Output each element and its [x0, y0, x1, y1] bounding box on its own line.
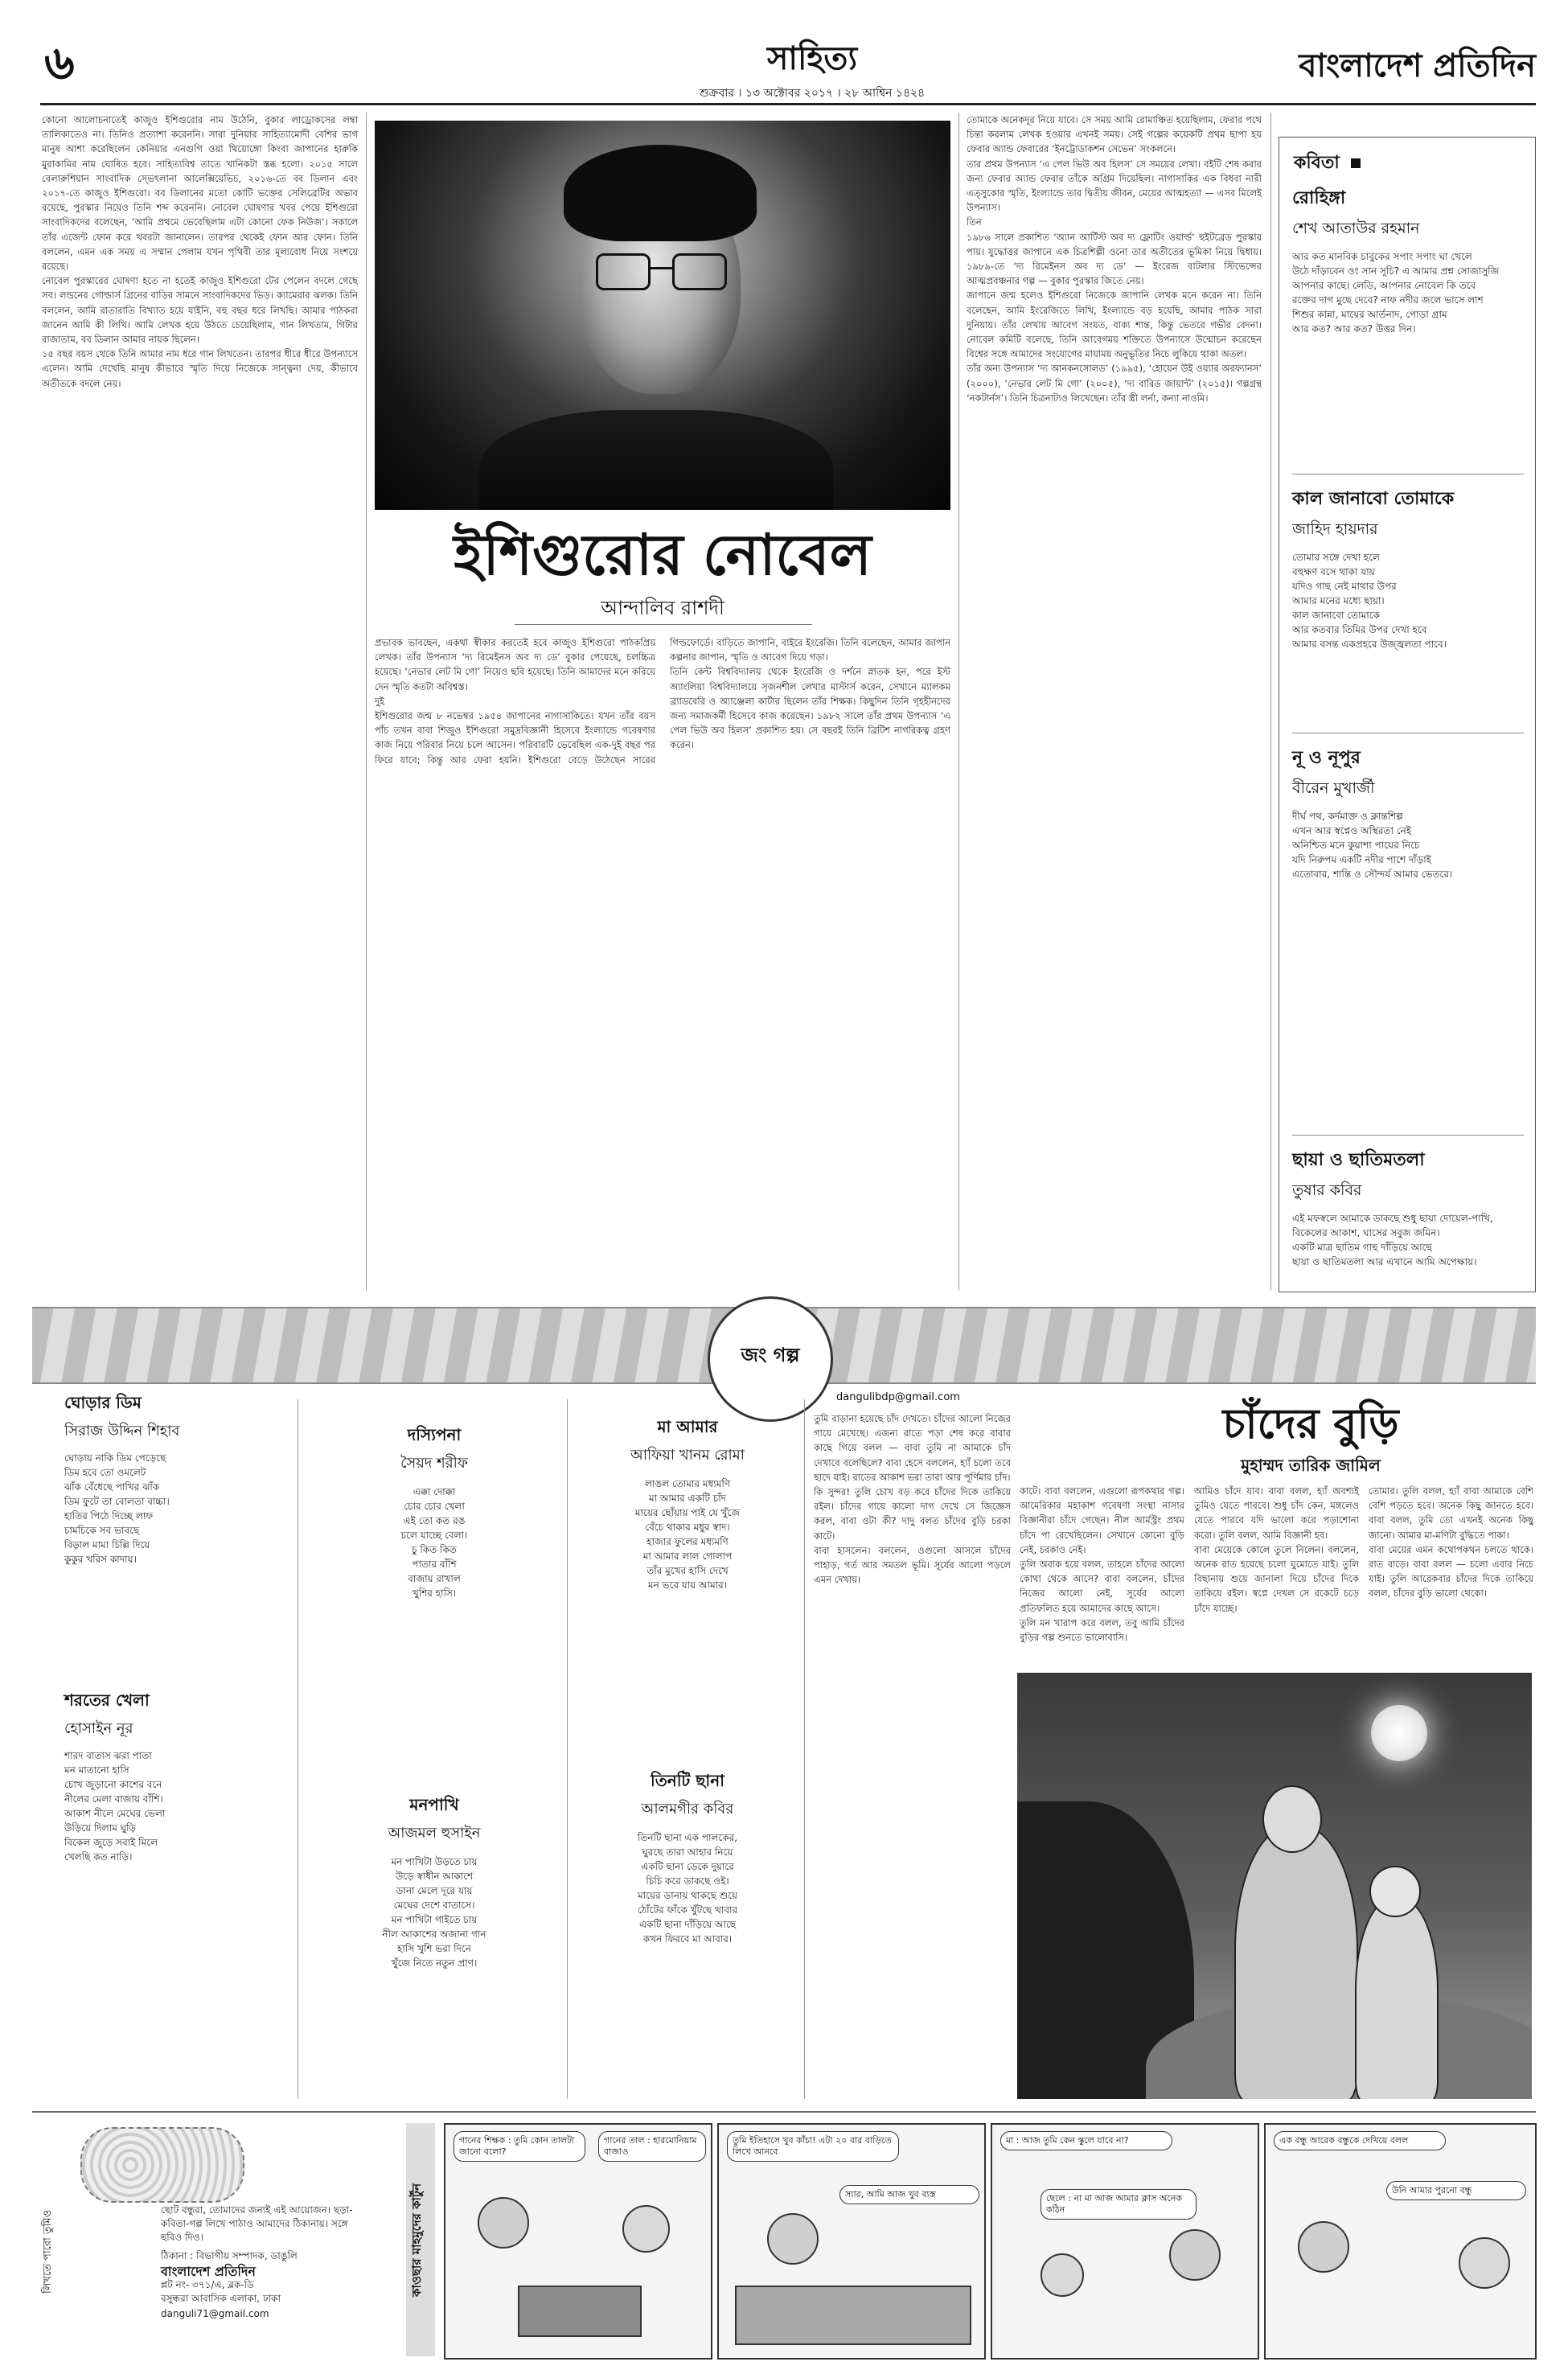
child-head — [1369, 1866, 1421, 1917]
poem-title: ঘোড়ার ডিম — [64, 1393, 142, 1412]
speech-bubble: মা : আজ তুমি কেন স্কুলে যাবে না? — [1000, 2131, 1172, 2150]
story-author: মুহাম্মদ তারিক জামিল — [1241, 1456, 1381, 1475]
comic-panel-2 — [717, 2123, 986, 2360]
story-title: চাঁদের বুড়ি — [1222, 1399, 1399, 1448]
poem-body: শারদ বাতাস ঝরা পাতা মন মাতানো হাসি চোখ জুড়ানো কাশের বনে নীলের মেলা বাজায় বাঁশি। আকাশ নীলে মেঘের ভেলা উড়িয়ে দিলাম ঘুড়ি বিকেল জুড়ে সবাই মিলে খেলছি কত নাড়ি। — [64, 1750, 166, 1863]
comic-side-label: কাওছার মাহমুদের কার্টুন — [406, 2123, 435, 2356]
speech-bubble: গানের শিক্ষক : তুমি কোন তালটা জানো বলো? — [454, 2131, 585, 2162]
father-figure — [1234, 1826, 1358, 2099]
masthead-rule — [40, 103, 1536, 105]
poem-body: এই মফস্বলে আমাকে ডাকছে শুধু ছায়া দোয়েল-পাখি, বিকেলের আকাশ, ঘাসের সবুজ জমিন। একটি মাত্র ছাতিম গাছ দাঁড়িয়ে আছে ছায়া ও ছাতিমতলা আর এখানে আমি অপেক্ষায়। — [1292, 1213, 1493, 1267]
contact-box — [40, 2119, 362, 2360]
harmonium — [518, 2286, 642, 2337]
headline-rule — [515, 624, 812, 625]
portrait-glasses-left — [596, 253, 651, 290]
portrait-hair — [564, 145, 757, 241]
poem-title: ছায়া ও ছাতিমতলা — [1292, 1149, 1425, 1170]
feature-col-1: কোনো আলোচনাতেই কাজুও ইশিগুরোর নাম উঠেনি, বুকার লাড্রোকসের লম্বা তালিকাতেও না। তিনিও প্রত্যাশা করেননি। সারা দুনিয়ার সাহিত্যামোদী বেশির ভাগ মানুষ আশা করেছিলেন কেনিয়ার এনগুগি ওয়া থিয়োঙ্গো কিংবা জাপানের হারুকি মুরাকামির নাম ঘোষিত হবে। সাহিত্যবিশ্ব তাতে খানিকটা স্তব্ধ হলো। ২০১৫ সালে বেলারুশিয়ান সাংবাদিক স্ভেৎলানা আলেক্সিয়েভিচ, ২০১৬-তে বব ডিলান এবং ২০১৭-তে কাজুও ইশিগুরো। বব ডিলানের মতো কোটি ভক্তের সেলিব্রেটির অভাব রয়েছে, পুরস্কার নিয়েও তিনি শব্দ করেননি। নোবেল ঘোষণার খবর পেয়ে ইশিগুরো সাংবাদিকদের বলেছেন, ‘আমি প্রথমে ভেবেছিলাম এটা কোনো ফেক নিউজ’। সকালে তাঁর এজেন্ট ফোন করে খবরটা জানালেন। তারপর থেকেই ফোন আর ফোন। তিনি বললেন, এমন এক সময় এ সম্মান পেলাম যখন পৃথিবী তার মূল্যবোধ নিয়ে সংশয়ে রয়েছে। নোবেল পুরস্কারের ঘোষণা হতে না হতেই কাজুও ইশিগুরো টের পেলেন বদলে গেছে সব। লন্ডনের গোল্ডার্স গ্রিনের বাড়ির সামনে সাংবাদিকদের ভিড়। ক্যামেরার ঝলক। তিনি বললেন, আমি রাতারাতি বিখ্যাত হয়ে যাইনি, বহু বছর ধরে লিখছি। আমার পাঠকরা জানেন আমি কী লিখি। আমি লেখক হয়ে উঠতে চেয়েছিলাম, গান লিখতাম, গিটার বাজাতাম, বব ডিলান আমার নায়ক ছিলেন। ১৫ বছর বয়স থেকে তিনি আমার নাম ধরে গান লিখতেন। তারপর ধীরে ধীরে উপন্যাসে এলেন। আমি দেখেছি মানুষ কীভাবে স্মৃতি দিয়ে নিজেকে সান্ত্বনা দেয়, কীভাবে অতীতকে বদলে নেয়। — [42, 114, 358, 389]
poem-author: সৈয়দ শরীফ — [400, 1455, 468, 1472]
kids-poem — [314, 1793, 555, 1970]
kids-poem — [579, 1769, 796, 1946]
poem-block — [1292, 184, 1524, 491]
poem-author: বীরেন মুখার্জী — [1292, 779, 1375, 797]
poem-author: জাহিদ হায়দার — [1292, 520, 1378, 538]
column-divider — [366, 113, 367, 1291]
poem-title: রোহিঙ্গা — [1292, 187, 1346, 208]
story-col-1: তুমি বাড়ানা হয়েছে চাঁদ দেখতে। চাঁদের আলো নিজের গায়ে মেখেছে। এজন্য রাতে পড়া শেষ করে বাবার কাছে গিয়ে বলল — বাবা তুমি না আমাকে চাঁদ দেখাবে বলেছিলে? বাবা হেসে বললেন, হ্যাঁ চলো তবে ছাদে যাই। রাতের আকাশ ভরা তারা আর পূর্ণিমার চাঁদ। কি সুন্দর! তুলি চোখ বড় করে চাঁদের দিকে তাকিয়ে রইল। চাঁদের গায়ে কালো দাগ দেখে সে জিজ্ঞেস করল, বাবা ওটা কী? দাদু বলত চাঁদের বুড়ি চরকা কাটে। বাবা হাসলেন। বললেন, ওগুলো আসলে চাঁদের পাহাড়, গর্ত আর সমতল ভূমি। সূর্যের আলো পড়লে এমন দেখায়। — [814, 1413, 1011, 1586]
teacher-head — [767, 2213, 819, 2265]
poem-title: মনপাখি — [409, 1795, 459, 1814]
feature-col-2: প্রভাবক ভাবছেন, একথা স্বীকার করতেই হবে কাজুও ইশিগুরো পাঠকপ্রিয় লেখক। তাঁর উপন্যাস ‘দ্য রিমেইনস অব দ্য ডে’ বুকার পেয়েছে, চলচ্চিত্র হয়েছে। ‘নেভার লেট মি গো’ নিয়েও ছবি হয়েছে। তিনি আমাদের মনে করিয়ে দেন স্মৃতি কতটা অবিশ্বস্ত। দুই ইশিগুরোর জন্ম ৮ নভেম্বর ১৯৫৪ জাপানের নাগাসাকিতে। যখন তাঁর বয়স পাঁচ তখন বাবা শিজুও ইশিগুরো সমুদ্রবিজ্ঞানী হিসেবে ইংল্যান্ডে গবেষণার কাজ নিয়ে পরিবার নিয়ে চলে আসেন। পরিবারটি ভেবেছিল এক-দুই বছর পর ফিরে যাবে; কিন্তু আর ফেরা হয়নি। ইশিগুরো বেড়ে উঠেছেন সারের গিল্ডফোর্ডে। বাড়িতে জাপানি, বাইরে ইংরেজি। তিনি বলেছেন, আমার জাপান কল্পনার জাপান, স্মৃতি ও আবেগ দিয়ে গড়া। তিনি কেন্ট বিশ্ববিদ্যালয় থেকে ইংরেজি ও দর্শনে স্নাতক হন, পরে ইস্ট অ্যাংলিয়া বিশ্ববিদ্যালয়ে সৃজনশীল লেখার মাস্টার্স করেন, সেখানে ম্যালকম ব্র্যাডবেরি ও অ্যাঞ্জেলা কার্টার ছিলেন তাঁর শিক্ষক। কিছুদিন তিনি গৃহহীনদের জন্য সমাজকর্মী হিসেবে কাজ করেছেন। ১৯৮২ সালে তাঁর প্রথম উপন্যাস ‘এ পেল ভিউ অব হিলস’ প্রকাশিত হয়। সে বছরই তিনি ব্রিটিশ নাগরিকত্ব গ্রহণ করেন। — [375, 637, 950, 766]
kids-poem — [579, 1415, 796, 1592]
poem-block — [1292, 1146, 1524, 1308]
contact-line: বসুন্ধরা আবাসিক এলাকা, ঢাকা — [161, 2293, 281, 2304]
poem-divider — [1292, 1135, 1524, 1136]
speech-bubble: গানের তাল : হারমোনিয়াম বাজাও — [598, 2131, 706, 2162]
father-head — [1262, 1785, 1322, 1853]
kids-doodle — [80, 2127, 244, 2203]
poem-body: তিনটি ছানা এক পালকের, ঘুরছে তারা আহার নিয়ে একটি ছানা ডেকে দুয়ারে চিচি করে ডাকছে ওই। মায়ের ডানায় থাকছে শুয়ে ঠোঁটের ফাঁকে খুঁটছে খাবার একটি ছানা দাঁড়িয়ে আছে কখন ফিরবে মা আবার। — [637, 1832, 738, 1945]
speech-bubble: ছেলে : না মা আজ আমার ক্লাস অনেক কঠিন — [1041, 2189, 1197, 2220]
poem-body: মন পাখিটা উড়তে চায় উড়ে স্বাধীন আকাশে ডানা মেলে দূরে যায় মেঘের দেশে বাতাসে। মন পাখিটা গাইতে চায় নীল আকাশের অজানা গান হাসি খুশি ভরা দিনে খুঁজে নিতে নতুন প্রাণ। — [382, 1856, 486, 1969]
bottom-strip-rule — [32, 2111, 1536, 2113]
paper-name: বাংলাদেশ প্রতিদিন — [1299, 47, 1536, 84]
poem-author: তুষার কবির — [1292, 1181, 1362, 1199]
child-figure — [1355, 1898, 1439, 2099]
kobita-label-text: কবিতা — [1294, 152, 1340, 173]
contact-side-label: লিখতে পারো তুমিও — [42, 2209, 54, 2294]
column-divider — [567, 1399, 568, 2099]
comic-panel-1 — [444, 2123, 712, 2360]
feature-author: আন্দালিব রাশদী — [601, 597, 724, 619]
story-col-4: তোমার। তুলি বলল, হ্যাঁ বাবা আমাকে বেশি বেশি পড়তে হবে। অনেক কিছু জানতে হবে। বাবা বলল, তুমি তো এখনই অনেক কিছু জানো। আমার মা-মণিটা বুদ্ধিতে পাকা। বাবা মেয়ের এমন কথোপকথন চলতে থাকে। রাত বাড়ে। বাবা বলল — চলো এবার নিচে যাই। তুলি আরেকবার চাঁদের দিকে তাকিয়ে বলল, চাঁদের বুড়ি ভালো থেকো। — [1369, 1485, 1533, 1600]
portrait-glasses-right — [672, 253, 727, 290]
poem-block — [1292, 485, 1524, 751]
man-head — [1298, 2221, 1349, 2273]
poem-body: এক্কা দোক্কা চোর চোর খেলা এই তো কত রঙ চলে যাচ্ছে বেলা। চু কিত কিত পাতার বাঁশি বাজায় রাখাল খুশির হাসি। — [400, 1486, 468, 1599]
contact-line: ঠিকানা : বিভাগীয় সম্পাদক, ডাঙুলি — [161, 2250, 298, 2261]
kids-email: dangulibdp@gmail.com — [836, 1391, 960, 1403]
square-icon — [1351, 158, 1361, 168]
story-col-3: আমিও চাঁদে যাব। বাবা বলল, হ্যাঁ অবশ্যই তুমিও যেতে পারবে। শুধু চাঁদ কেন, মঙ্গলেও যেতে পারবে যদি ভালো করে পড়াশোনা করো। তুলি বলল, আমি বিজ্ঞানী হব। বাবা মেয়েকে কোলে তুলে নিলেন। বললেন, অনেক রাত হয়েছে চলো ঘুমোতে যাই। তুলি বিছানায় শুয়ে জানালা দিয়ে চাঁদের দিকে তাকিয়ে রইল। স্বপ্নে দেখল সে রকেটে চড়ে চাঁদে যাচ্ছে। — [1194, 1485, 1359, 1614]
story-illustration — [1017, 1673, 1532, 2099]
contact-line: ছোট বন্ধুরা, তোমাদের জন্যই এই আয়োজন। ছড়া-কবিতা-গল্প লিখে পাঠাও আমাদের ঠিকানায়। সঙ্গে ছবিও দিও। — [161, 2204, 353, 2243]
poem-title: তিনটি ছানা — [651, 1771, 724, 1790]
poem-body: লাঙল তোমার মধ্যমণি মা আমার একটি চাঁদ মায়ের ছোঁয়ায় পাই যে খুঁজে বেঁচে থাকার মধুর স্বাদ। হাজার ফুলের মধ্যমণি মা আমার লাল গোলাপ তাঁর মুখের হাসি দেখে মন ভরে যায় আমার। — [634, 1478, 741, 1591]
contact-line: প্লট নং- ৩৭১/এ, ব্লক-ডি — [161, 2279, 254, 2290]
poem-title: কাল জানাবো তোমাকে — [1292, 488, 1455, 509]
kids-banner-logo — [708, 1296, 833, 1422]
mother-head — [1169, 2229, 1221, 2281]
poem-body: আর কত মানবিক চাবুকের সপাং সপাং ঘা খেলে উঠে দাঁড়াবেন ওং সান সূচি? এ আমার প্রশ্ন সোজাসুজি আপনার কাছে। লেডি, আপনার নোবেল কি তবে রক্তের দাগ মুছে দেবে? নাফ নদীর জলে ভাসে লাশ শিশুর কান্না, মায়ের আর্তনাদ, পোড়া গ্রাম আর কত? আর কত? উত্তর দিন। — [1292, 251, 1500, 335]
kids-poem — [64, 1391, 273, 1567]
poem-author: আলমগীর কবির — [641, 1801, 734, 1817]
poem-title: মা আমার — [657, 1417, 718, 1436]
contact-text — [161, 2204, 358, 2321]
desk — [735, 2286, 971, 2345]
speech-bubble: তুমি ইতিহাসে খুব কাঁচা! এটা ২০ বার বাড়িতে লিখে আনবে — [727, 2131, 899, 2162]
column-divider — [958, 113, 959, 1291]
section-title: সাহিত্য — [766, 39, 858, 77]
poem-body: ঘোড়ায় নাকি ডিম পেড়েছে ডিম হবে তো ওমলেট ঝাঁক বেঁধেছে পাখির ঝাঁক ডিম ফুটে তা বোলতা বাচ্চা। হাতির পিঠে দিচ্ছে লাফ চামচিকে সব ভাবছে বিড়াল মামা চিল্লি দিয়ে কুকুর খরিস কাদায়। — [64, 1452, 170, 1565]
poem-title: নূ ও নূপুর — [1292, 747, 1361, 768]
feature-headline: ইশিগুরোর নোবেল — [454, 521, 872, 588]
contact-email[interactable]: danguli71@gmail.com — [161, 2308, 269, 2319]
poem-body: তোমার সঙ্গে দেখা হলে বহুক্ষণ বসে থাকা যায় যদিও গাছ নেই মাথার উপর আমার মনের মধ্যে ছায়া। কাল জানাবো তোমাকে আর কতবার তিমির উপর দেখা হবে আমার বসন্ত একপ্রহরে উজ্জ্বলতা পাবে। — [1292, 552, 1447, 650]
kobita-label — [1294, 149, 1361, 179]
speech-bubble: এক বন্ধু আরেক বন্ধুকে দেখিয়ে বলল — [1274, 2131, 1446, 2150]
poem-body: দীর্ঘ পথ, কর্দমাক্ত ও ক্লান্তশিল্প এখন আর স্বপ্নেও অস্থিরতা নেই অনিশ্চিত মনে কুয়াশা পায়ের নিচে যদি নিরুপম একটি নদীর পাশে দাঁড়াই এতোবার, শান্তি ও সৌন্দর্য আমার ভেতরে। — [1292, 811, 1453, 880]
feature-col-3: তোমাকে অনেকদূর নিয়ে যাবে। সে সময় আমি রোমাঞ্চিত হয়েছিলাম, ফেরার পথে চিন্তা করলাম লেখক হওয়ার এখনই সময়। সেই গল্পের কয়েকটি প্রথম ছাপা হয় ফেবার অ্যান্ড ফেবারের ‘ইনট্রোডাকশন সেভেন’ সংকলনে। তার প্রথম উপন্যাস ‘এ পেল ভিউ অব হিলস’ সে সময়ের লেখা। বইটি শেষ করার জন্য ফেবার অ্যান্ড ফেবার তাঁকে অগ্রিম দিয়েছিল। নাগাসাকির এক বিধবা নারী এত্সুকোর স্মৃতি, ইংল্যান্ডে তার দ্বিতীয় জীবন, মেয়ের আত্মহত্যা — এসব মিলেই উপন্যাস। তিন ১৯৮৬ সালে প্রকাশিত ‘অ্যান আর্টিস্ট অব দ্য ফ্লোটিং ওয়ার্ল্ড’ হুইটব্রেড পুরস্কার পায়। যুদ্ধোত্তর জাপানে এক চিত্রশিল্পী ওনো তার অতীতের ভূমিকা নিয়ে দ্বিধায়। ১৯৮৯-তে ‘দ্য রিমেইনস অব দ্য ডে’ — ইংরেজ বাটলার স্টিভেন্সের আত্মপ্রবঞ্চনার গল্প — বুকার পুরস্কার জিতে নেয়। জাপানে জন্ম হলেও ইশিগুরো নিজেকে জাপানি লেখক মনে করেন না। তিনি বলেছেন, আমি ইংরেজিতে লিখি, ইংল্যান্ডে বড় হয়েছি, আমার পাঠক সারা দুনিয়ায়। তাঁর লেখায় আবেগ সংযত, বাক্য শান্ত, কিন্তু ভেতরে গভীর বেদনা। নোবেল কমিটি বলেছে, তিনি আবেগময় শক্তিতে উপন্যাসে উন্মোচন করেছেন বিশ্বের সঙ্গে আমাদের সংযোগের মায়াময় অনুভূতির নিচে লুকিয়ে থাকা অতল। তাঁর অন্য উপন্যাস ‘দ্য আনকনসোলড’ (১৯৯৫), ‘হোয়েন উই ওয়্যার অরফ্যানস’ (২০০০), ‘নেভার লেট মি গো’ (২০০৫), ‘দ্য বারিড জায়ান্ট’ (২০১৫)। গল্পগ্রন্থ ‘নকটার্নস’। তিনি চিত্রনাট্যও লিখেছেন। তাঁর স্ত্রী লর্না, কন্যা নাওমি। — [967, 114, 1262, 404]
poem-author: সিরাজ উদ্দিন শিহাব — [64, 1423, 180, 1440]
kids-poem — [314, 1423, 555, 1600]
poem-author: আজমল হুসাইন — [388, 1825, 481, 1842]
column-divider — [1270, 113, 1271, 1291]
boy-head — [1041, 2253, 1084, 2297]
story-col-2: কাটে। বাবা বললেন, এগুলো রূপকথার গল্প। আমেরিকার মহাকাশ গবেষণা সংস্থা নাসার বিজ্ঞানীরা চাঁদে গেছেন। নীল আর্মস্ট্রং প্রথম চাঁদে পা রেখেছিলেন। সেখানে কোনো বুড়ি নেই, চরকাও নেই। তুলি অবাক হয়ে বলল, তাহলে চাঁদের আলো কোথা থেকে আসে? বাবা বললেন, চাঁদের নিজের আলো নেই, সূর্যের আলো প্রতিফলিত হয়ে আমাদের কাছে আসে। তুলি মন খারাপ করে বলল, তবু আমি চাঁদের বুড়ির গল্প শুনতে ভালোবাসি। — [1020, 1485, 1184, 1644]
portrait-suit — [479, 410, 833, 510]
teacher-head — [478, 2197, 529, 2249]
speech-bubble: স্যার, আমি আজ খুব ব্যস্ত — [839, 2185, 979, 2204]
poem-title: শরতের খেলা — [64, 1690, 150, 1710]
portrait-glasses-bridge — [648, 267, 672, 269]
man-head — [1459, 2237, 1510, 2289]
poem-author: হোসাইন নূর — [64, 1720, 133, 1737]
dateline: শুক্রবার । ১৩ অক্টোবর ২০১৭ । ২৮ আশ্বিন ১৪২৪ — [699, 87, 926, 100]
moon-icon — [1371, 1705, 1427, 1761]
poem-author: শেখ আতাউর রহমান — [1292, 220, 1420, 237]
comic-panel-3 — [991, 2123, 1259, 2360]
kobita-box — [1279, 137, 1536, 1292]
speech-bubble: উনি আমার পুরনো বন্ধু — [1386, 2181, 1526, 2200]
page-number: ৬ — [44, 35, 75, 90]
author-portrait — [375, 121, 950, 510]
column-divider — [804, 1399, 805, 2099]
poem-title: দস্যিপনা — [407, 1425, 462, 1444]
contact-line: বাংলাদেশ প্রতিদিন — [161, 2264, 256, 2279]
comic-panel-4 — [1264, 2123, 1537, 2360]
poem-author: আফিয়া খানম রোমা — [630, 1447, 745, 1464]
kids-poem — [64, 1689, 273, 1864]
student-head — [622, 2205, 670, 2253]
poem-block — [1292, 744, 1524, 1139]
kids-banner-text: জং গল্প — [741, 1343, 800, 1366]
